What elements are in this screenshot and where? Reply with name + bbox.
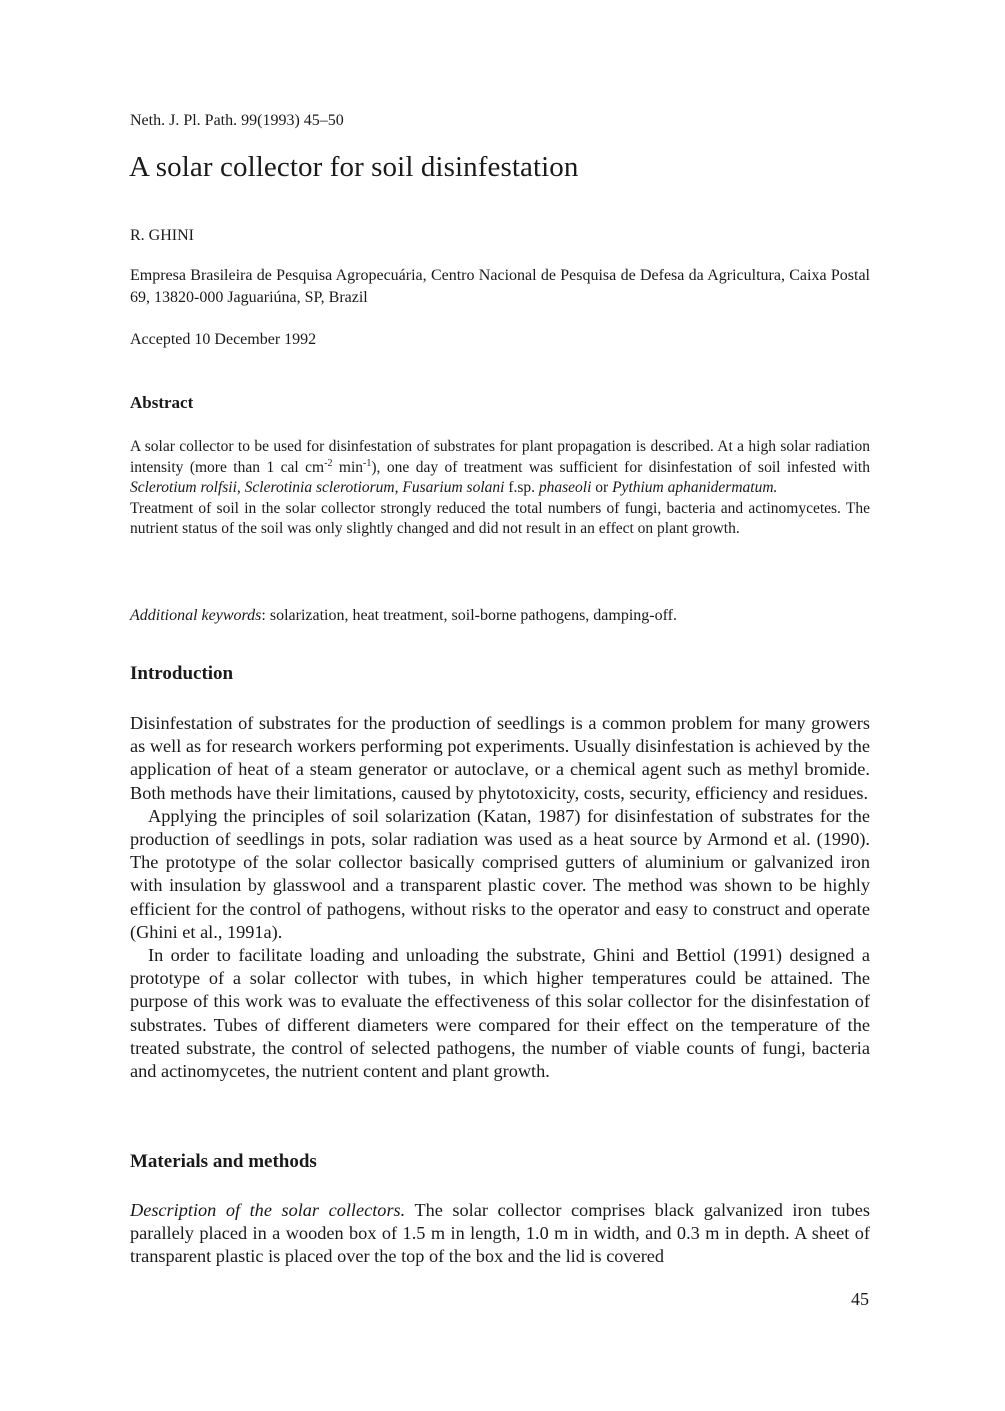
- intro-paragraph-2: Applying the principles of soil solarization (Katan, 1987) for disinfestation of substrates for the production of seedlings in pots, solar radiation was used as a heat source by Armond et al. (1990). The prototype of the solar collector basically comprised gutters of aluminium or galvanized iron with insulation by glasswool and a transparent plastic cover. The method was shown to be highly efficient for the control of pathogens, without risks to the operator and easy to construct and operate (Ghini et al., 1991a).: [130, 805, 870, 942]
- accepted-date: Accepted 10 December 1992: [130, 331, 317, 348]
- intro-paragraph-3: In order to facilitate loading and unloading the substrate, Ghini and Bettiol (1991) designed a prototype of a solar collector with tubes, in which higher temperatures could be attained. The purpose of this work was to evaluate the effectiveness of this solar collector for the disinfestation of substrates. Tubes of different diameters were compared for their effect on the temperature of the treated substrate, the control of selected pathogens, the number of viable counts of fungi, bacteria and actinomycetes, the nutrient content and plant growth.: [130, 945, 870, 1082]
- solar-collectors-subheading: Description of the solar collectors.: [130, 1200, 406, 1220]
- author-affiliation: Empresa Brasileira de Pesquisa Agropecuária, Centro Nacional de Pesquisa de Defesa da Agricultura, Caixa Postal 69, 13820-000 Jaguariúna, SP, Brazil: [130, 267, 870, 306]
- abstract-paragraph-2: Treatment of soil in the solar collector strongly reduced the total numbers of fungi, bacteria and actinomycetes. The nutrient status of the soil was only slightly changed and did not result in an effect on plant growth.: [130, 499, 870, 537]
- abstract-body: [130, 437, 870, 540]
- abstract-paragraph-1: A solar collector to be used for disinfestation of substrates for plant propagation is described. At a high solar radiation intensity (more than 1 cal $cm^{-2}$ $\min^{-1}$), one day of treatment was sufficient for disinfestation of soil infested with Sclerotium rolfsii, Sclerotinia sclerotiorum, Fusarium solani f.sp. phaseoli or Pythium aphanidermatum.: [130, 438, 870, 496]
- additional-keywords: [130, 607, 870, 625]
- materials-methods-body: [130, 1199, 870, 1269]
- materials-methods-heading: Materials and methods: [130, 1151, 317, 1172]
- page-number: 45: [851, 1289, 869, 1309]
- keywords-text: : solarization, heat treatment, soil-borne pathogens, damping-off.: [261, 607, 677, 624]
- article-title: A solar collector for soil disinfestation: [129, 151, 579, 183]
- author-name: R. GHINI: [130, 227, 194, 244]
- journal-citation: Neth. J. Pl. Path. 99(1993) 45–50: [130, 112, 344, 129]
- keywords-label: Additional keywords: [130, 607, 262, 624]
- introduction-body: [130, 712, 870, 1083]
- introduction-heading: Introduction: [130, 663, 234, 684]
- abstract-heading: Abstract: [130, 393, 194, 412]
- intro-paragraph-1: Disinfestation of substrates for the production of seedlings is a common problem for many growers as well as for research workers performing pot experiments. Usually disinfestation is achieved by the application of heat of a steam generator or autoclave, or a chemical agent such as methyl bromide. Both methods have their limitations, caused by phytotoxicity, costs, security, efficiency and residues.: [130, 713, 870, 803]
- solar-collectors-text: The solar collector comprises black galvanized iron tubes parallely placed in a wooden box of 1.5 m in length, 1.0 m in width, and 0.3 m in depth. A sheet of transparent plastic is placed over the top of the box and the lid is covered: [130, 1200, 870, 1267]
